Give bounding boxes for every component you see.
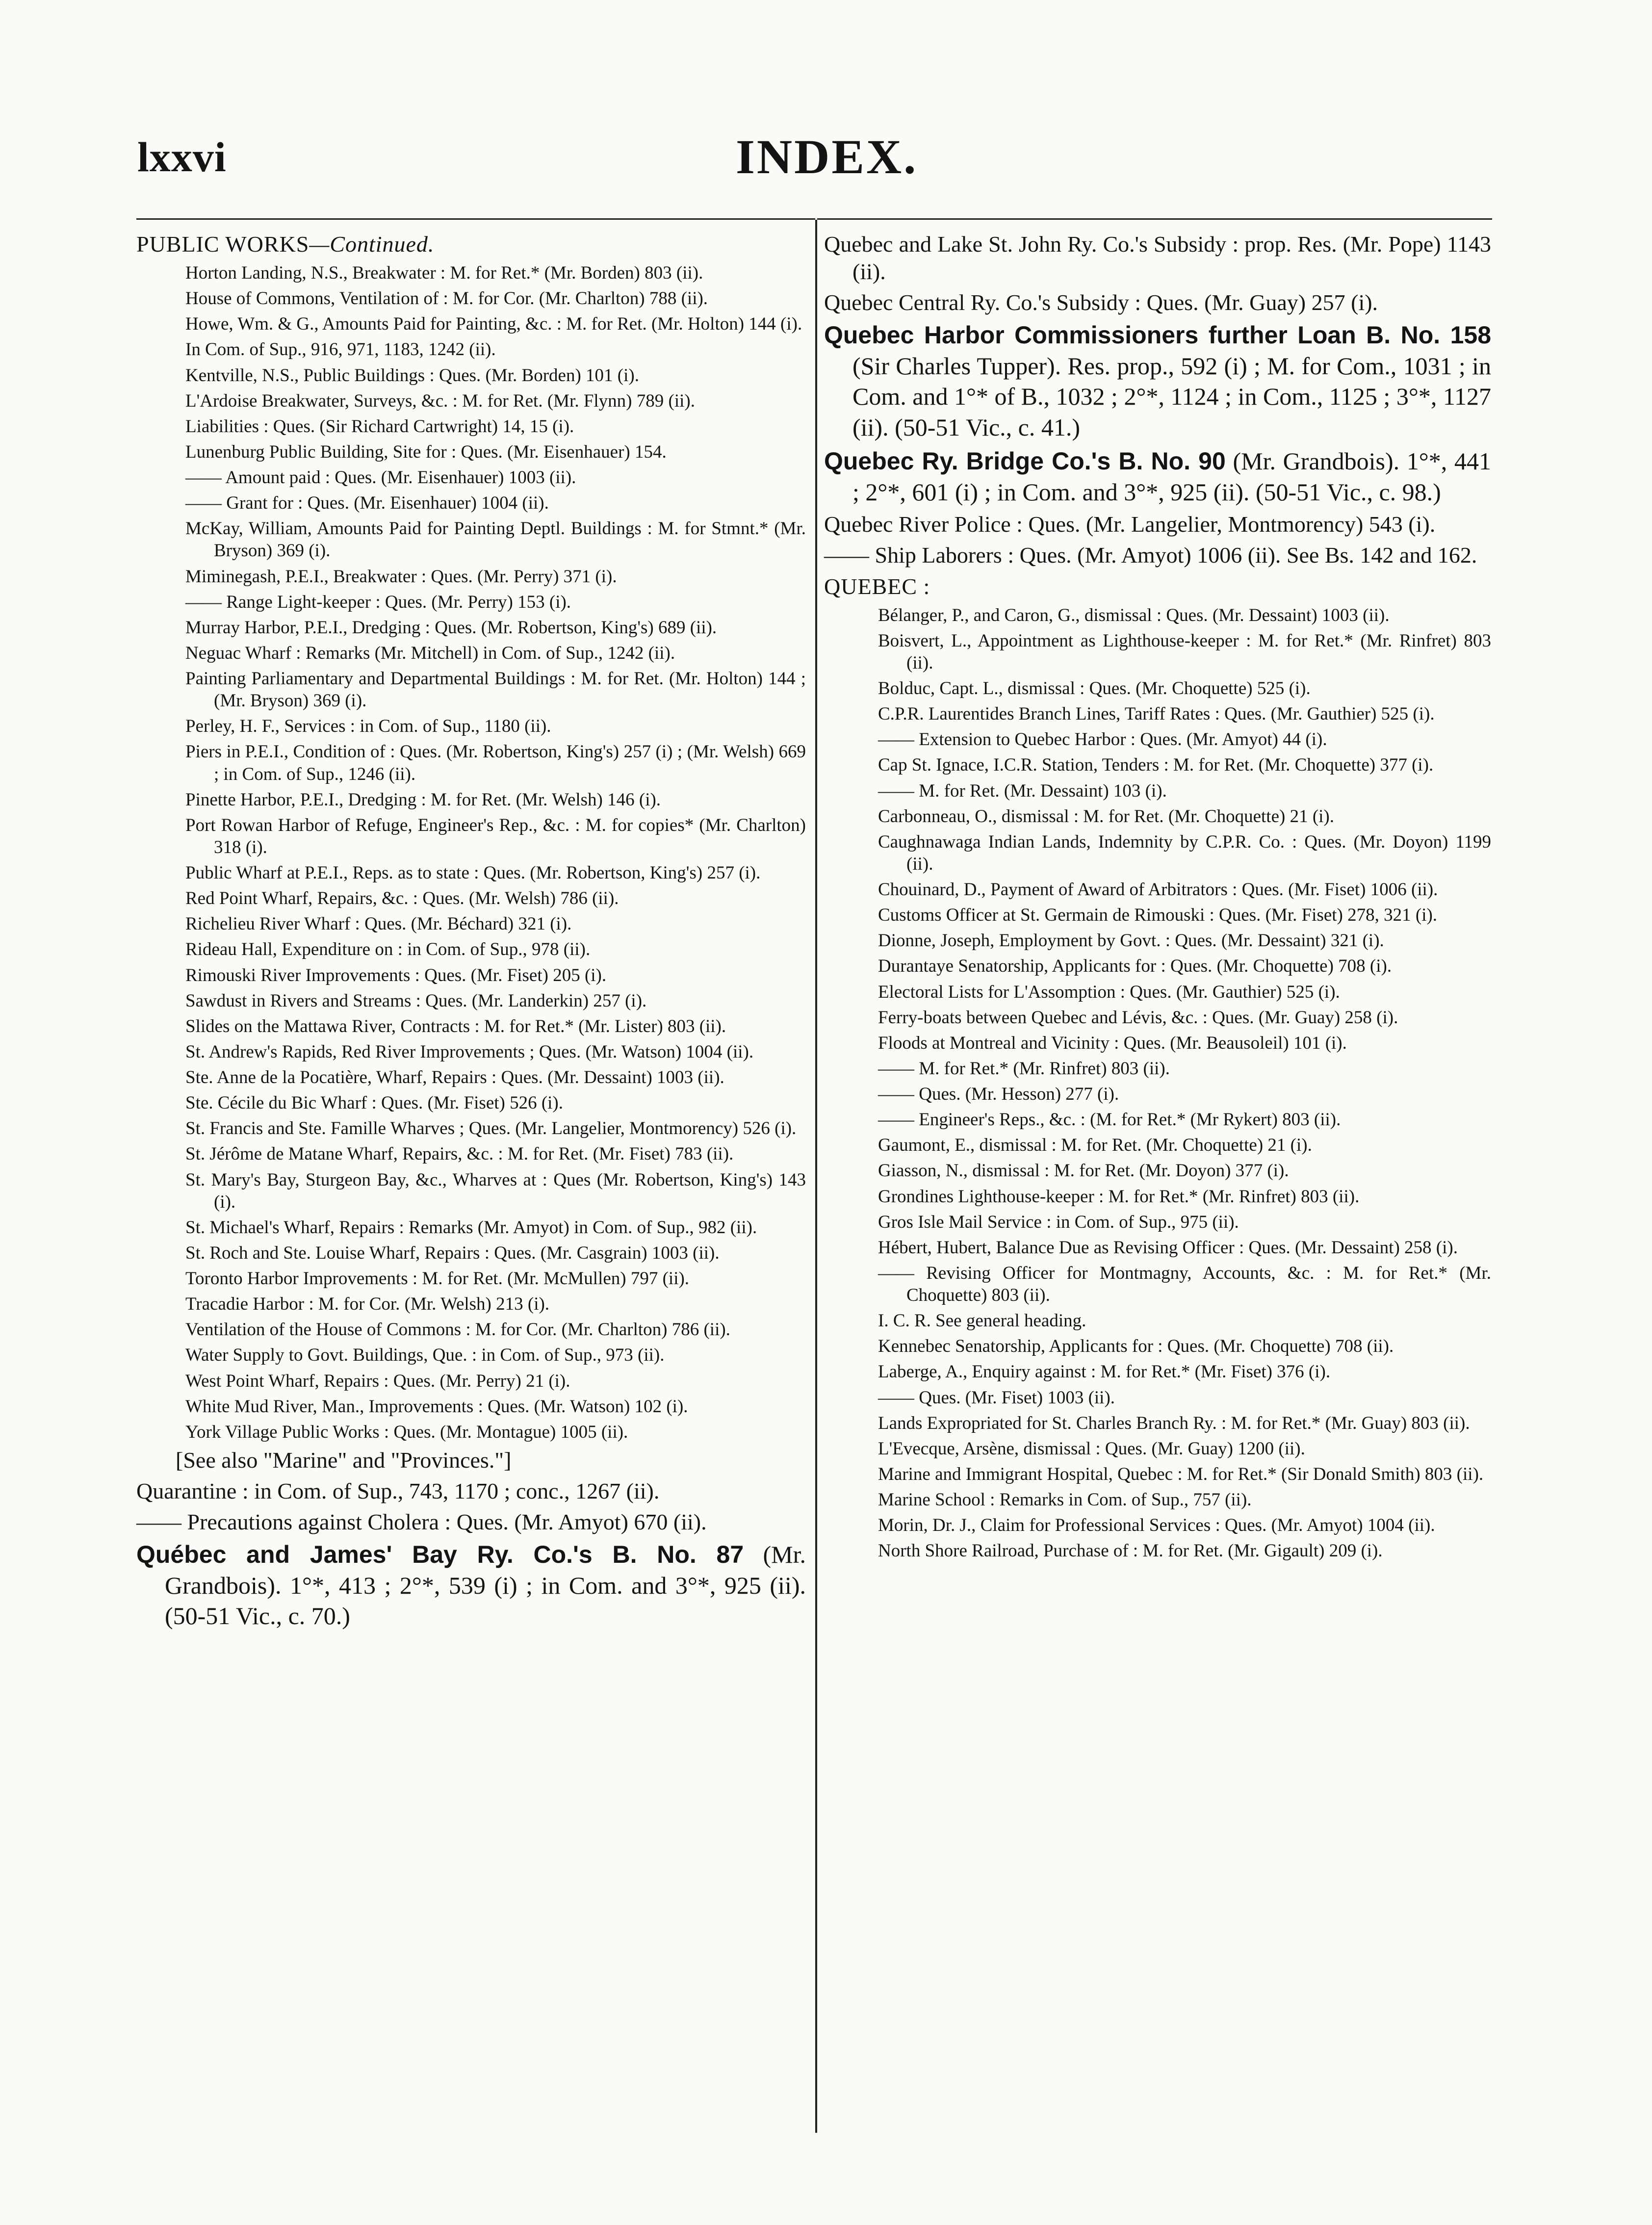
index-entry: St. Michael's Wharf, Repairs : Remarks (Mr. Amyot) in Com. of Sup., 982 (ii).	[185, 1217, 757, 1238]
index-entry: Floods at Montreal and Vicinity : Ques. (Mr. Beausoleil) 101 (i).	[878, 1033, 1347, 1053]
see-also-note: [See also "Marine" and "Provinces."]	[176, 1447, 512, 1473]
index-entry: Chouinard, D., Payment of Award of Arbitrators : Ques. (Mr. Fiset) 1006 (ii).	[878, 880, 1438, 900]
index-entry: —— Engineer's Reps., &c. : (M. for Ret.* (Mr Rykert) 803 (ii).	[878, 1110, 1341, 1130]
index-entry: Rimouski River Improvements : Ques. (Mr. Fiset) 205 (i).	[185, 965, 607, 985]
index-entry: Red Point Wharf, Repairs, &c. : Ques. (Mr. Welsh) 786 (ii).	[185, 888, 619, 909]
index-entry: Caughnawaga Indian Lands, Indemnity by C.P.R. Co. : Ques. (Mr. Doyon) 1199 (ii).	[878, 831, 1491, 874]
index-entry: Piers in P.E.I., Condition of : Ques. (Mr. Robertson, King's) 257 (i) ; (Mr. Welsh) 669 ; in Com. of Sup., 1246 (ii).	[185, 742, 806, 784]
page-title: INDEX.	[736, 129, 918, 184]
section-heading-text: PUBLIC WORKS	[136, 232, 310, 257]
index-entry: L'Evecque, Arsène, dismissal : Ques. (Mr. Guay) 1200 (ii).	[878, 1438, 1305, 1459]
index-entry: Horton Landing, N.S., Breakwater : M. for Ret.* (Mr. Borden) 803 (ii).	[185, 263, 703, 284]
index-entry: Bélanger, P., and Caron, G., dismissal : Ques. (Mr. Dessaint) 1003 (ii).	[878, 605, 1390, 625]
index-entry: C.P.R. Laurentides Branch Lines, Tariff Rates : Ques. (Mr. Gauthier) 525 (i).	[878, 704, 1435, 724]
index-entry: Laberge, A., Enquiry against : M. for Ret.* (Mr. Fiset) 376 (i).	[878, 1362, 1331, 1382]
index-entry: Gros Isle Mail Service : in Com. of Sup., 975 (ii).	[878, 1212, 1239, 1232]
index-entry: Tracadie Harbor : M. for Cor. (Mr. Welsh) 213 (i).	[185, 1294, 550, 1315]
index-entry: Toronto Harbor Improvements : M. for Ret. (Mr. McMullen) 797 (ii).	[185, 1268, 690, 1289]
index-entry: York Village Public Works : Ques. (Mr. Montague) 1005 (ii).	[185, 1422, 628, 1442]
header-rule-right	[817, 218, 1492, 220]
index-entry: Customs Officer at St. Germain de Rimouski : Ques. (Mr. Fiset) 278, 321 (i).	[878, 905, 1438, 926]
index-entry: Dionne, Joseph, Employment by Govt. : Ques. (Mr. Dessaint) 321 (i).	[878, 931, 1384, 951]
bill-details: (Mr. Grandbois). 1°*, 441 ; 2°*, 601 (i) ; in Com. and 3°*, 925 (ii). (50-51 Vic., c. 98.)	[852, 447, 1492, 506]
index-entry: Ste. Anne de la Pocatière, Wharf, Repairs : Ques. (Mr. Dessaint) 1003 (ii).	[185, 1067, 724, 1088]
index-entry: Murray Harbor, P.E.I., Dredging : Ques. (Mr. Robertson, King's) 689 (ii).	[185, 617, 717, 638]
index-entry: Morin, Dr. J., Claim for Professional Services : Ques. (Mr. Amyot) 1004 (ii).	[878, 1515, 1435, 1536]
index-entry: Bolduc, Capt. L., dismissal : Ques. (Mr. Choquette) 525 (i).	[878, 678, 1311, 699]
index-entry: Public Wharf at P.E.I., Reps. as to state : Ques. (Mr. Robertson, King's) 257 (i).	[185, 863, 761, 883]
bill-details: (Mr. Grandbois). 1°*, 413 ; 2°*, 539 (i) ; in Com. and 3°*, 925 (ii). (50-51 Vic., c. 70.)	[165, 1541, 806, 1630]
index-entry: Rideau Hall, Expenditure on : in Com. of Sup., 978 (ii).	[185, 939, 591, 960]
index-entry: Ferry-boats between Quebec and Lévis, &c. : Ques. (Mr. Guay) 258 (i).	[878, 1007, 1398, 1028]
section-continued: —Continued.	[309, 232, 435, 257]
page-number: lxxvi	[137, 133, 227, 181]
index-entry: —— Ques. (Mr. Hesson) 277 (i).	[878, 1084, 1119, 1105]
index-entry: Kennebec Senatorship, Applicants for : Ques. (Mr. Choquette) 708 (ii).	[878, 1336, 1394, 1357]
bill-name: Quebec Ry. Bridge Co.'s B. No. 90	[824, 447, 1226, 475]
index-entry: Kentville, N.S., Public Buildings : Ques. (Mr. Borden) 101 (i).	[185, 365, 639, 386]
index-entry: —— Ques. (Mr. Fiset) 1003 (ii).	[878, 1387, 1115, 1408]
left-entry-list	[136, 262, 806, 1443]
index-entry: Quebec Central Ry. Co.'s Subsidy : Ques. (Mr. Guay) 257 (i).	[824, 290, 1378, 315]
index-entry: St. Jérôme de Matane Wharf, Repairs, &c. : M. for Ret. (Mr. Fiset) 783 (ii).	[185, 1144, 734, 1164]
index-entry: Ventilation of the House of Commons : M. for Cor. (Mr. Charlton) 786 (ii).	[185, 1319, 730, 1340]
index-entry: Gaumont, E., dismissal : M. for Ret. (Mr. Choquette) 21 (i).	[878, 1135, 1312, 1156]
ship-laborers-entry: —— Ship Laborers : Ques. (Mr. Amyot) 1006 (ii). See Bs. 142 and 162.	[824, 543, 1477, 568]
index-entry: Electoral Lists for L'Assomption : Ques. (Mr. Gauthier) 525 (i).	[878, 982, 1340, 1002]
index-entry: Howe, Wm. & G., Amounts Paid for Painting, &c. : M. for Ret. (Mr. Holton) 144 (i).	[185, 314, 802, 335]
index-entry: North Shore Railroad, Purchase of : M. for Ret. (Mr. Gigault) 209 (i).	[878, 1541, 1383, 1561]
column-divider	[815, 220, 817, 2133]
index-entry: St. Francis and Ste. Famille Wharves ; Ques. (Mr. Langelier, Montmorency) 526 (i).	[185, 1118, 797, 1139]
index-entry: West Point Wharf, Repairs : Ques. (Mr. Perry) 21 (i).	[185, 1371, 570, 1391]
index-entry: Marine School : Remarks in Com. of Sup., 757 (ii).	[878, 1490, 1252, 1510]
index-entry: I. C. R. See general heading.	[878, 1311, 1086, 1331]
section-heading-quebec: QUEBEC :	[824, 573, 930, 599]
index-entry: Grondines Lighthouse-keeper : M. for Ret.* (Mr. Rinfret) 803 (ii).	[878, 1186, 1360, 1207]
index-entry: Port Rowan Harbor of Refuge, Engineer's Rep., &c. : M. for copies* (Mr. Charlton) 318 (i).	[185, 815, 806, 857]
river-police-entry: Quebec River Police : Ques. (Mr. Langelier, Montmorency) 543 (i).	[824, 512, 1436, 537]
bill-quebec-harbor	[824, 320, 1491, 442]
index-entry: L'Ardoise Breakwater, Surveys, &c. : M. for Ret. (Mr. Flynn) 789 (ii).	[185, 390, 695, 411]
index-entry: Boisvert, L., Appointment as Lighthouse-keeper : M. for Ret.* (Mr. Rinfret) 803 (ii).	[878, 630, 1491, 673]
index-entry: Durantaye Senatorship, Applicants for : Ques. (Mr. Choquette) 708 (i).	[878, 956, 1392, 977]
index-entry: In Com. of Sup., 916, 971, 1183, 1242 (ii).	[185, 339, 496, 360]
index-entry: —— Revising Officer for Montmagny, Accounts, &c. : M. for Ret.* (Mr. Choquette) 803 (ii).	[878, 1263, 1491, 1306]
section-heading-public-works	[136, 231, 806, 258]
index-entry: Painting Parliamentary and Departmental Buildings : M. for Ret. (Mr. Holton) 144 ; (Mr. Bryson) 369 (i).	[185, 669, 806, 711]
index-entry: Lunenburg Public Building, Site for : Ques. (Mr. Eisenhauer) 154.	[185, 441, 667, 462]
index-entry: St. Andrew's Rapids, Red River Improvements ; Ques. (Mr. Watson) 1004 (ii).	[185, 1041, 754, 1062]
quarantine-entry: Quarantine : in Com. of Sup., 743, 1170 ; conc., 1267 (ii).	[136, 1478, 660, 1504]
index-entry: —— Grant for : Ques. (Mr. Eisenhauer) 1004 (ii).	[185, 493, 549, 514]
index-entry: —— M. for Ret. (Mr. Dessaint) 103 (i).	[878, 780, 1167, 801]
precautions-entry: —— Precautions against Cholera : Ques. (Mr. Amyot) 670 (ii).	[136, 1509, 707, 1535]
header-rule-left	[136, 218, 815, 220]
index-entry: —— M. for Ret.* (Mr. Rinfret) 803 (ii).	[878, 1058, 1170, 1079]
index-entry: Hébert, Hubert, Balance Due as Revising Officer : Ques. (Mr. Dessaint) 258 (i).	[878, 1237, 1458, 1258]
index-entry: Pinette Harbor, P.E.I., Dredging : M. for Ret. (Mr. Welsh) 146 (i).	[185, 789, 661, 810]
bill-details: (Sir Charles Tupper). Res. prop., 592 (i) ; M. for Com., 1031 ; in Com. and 1°* of B., 1032 ; 2°*, 1124 ; in Com., 1125 ; 3°*, 1127 (ii). (50-51 Vic., c. 41.)	[852, 352, 1491, 441]
left-column	[136, 231, 806, 1635]
bill-quebec-james-bay	[136, 1539, 806, 1631]
index-entry: Cap St. Ignace, I.C.R. Station, Tenders : M. for Ret. (Mr. Choquette) 377 (i).	[878, 755, 1434, 776]
bill-name: Quebec Harbor Commissioners further Loan B. No. 158	[824, 321, 1491, 349]
index-entry: Sawdust in Rivers and Streams : Ques. (Mr. Landerkin) 257 (i).	[185, 990, 647, 1011]
index-entry: Miminegash, P.E.I., Breakwater : Ques. (Mr. Perry) 371 (i).	[185, 566, 617, 587]
index-entry: Ste. Cécile du Bic Wharf : Ques. (Mr. Fiset) 526 (i).	[185, 1093, 564, 1113]
bill-name: Québec and James' Bay Ry. Co.'s B. No. 87	[136, 1541, 744, 1569]
index-entry: Water Supply to Govt. Buildings, Que. : in Com. of Sup., 973 (ii).	[185, 1345, 665, 1366]
index-entry: Perley, H. F., Services : in Com. of Sup., 1180 (ii).	[185, 716, 551, 737]
right-column	[824, 231, 1491, 1565]
index-entry: Neguac Wharf : Remarks (Mr. Mitchell) in Com. of Sup., 1242 (ii).	[185, 643, 675, 663]
index-entry: Liabilities : Ques. (Sir Richard Cartwright) 14, 15 (i).	[185, 416, 574, 437]
index-entry: Slides on the Mattawa River, Contracts : M. for Ret.* (Mr. Lister) 803 (ii).	[185, 1016, 726, 1036]
index-entry: —— Amount paid : Ques. (Mr. Eisenhauer) 1003 (ii).	[185, 467, 576, 488]
index-entry: Giasson, N., dismissal : M. for Ret. (Mr. Doyon) 377 (i).	[878, 1161, 1289, 1181]
index-entry: St. Mary's Bay, Sturgeon Bay, &c., Wharves at : Ques (Mr. Robertson, King's) 143 (i).	[185, 1169, 806, 1212]
bill-quebec-bridge	[824, 446, 1491, 507]
index-entry: St. Roch and Ste. Louise Wharf, Repairs : Ques. (Mr. Casgrain) 1003 (ii).	[185, 1242, 720, 1263]
index-entry: —— Extension to Quebec Harbor : Ques. (Mr. Amyot) 44 (i).	[878, 729, 1327, 750]
index-entry: Quebec and Lake St. John Ry. Co.'s Subsidy : prop. Res. (Mr. Pope) 1143 (ii).	[824, 232, 1491, 285]
index-entry: McKay, William, Amounts Paid for Painting Deptl. Buildings : M. for Stmnt.* (Mr. Bryson) 369 (i).	[185, 518, 806, 561]
right-top-entries	[824, 231, 1491, 316]
right-entry-list	[824, 604, 1491, 1562]
index-entry: White Mud River, Man., Improvements : Ques. (Mr. Watson) 102 (i).	[185, 1396, 688, 1417]
index-entry: Carbonneau, O., dismissal : M. for Ret. (Mr. Choquette) 21 (i).	[878, 806, 1335, 827]
index-entry: Lands Expropriated for St. Charles Branch Ry. : M. for Ret.* (Mr. Guay) 803 (ii).	[878, 1413, 1470, 1433]
index-entry: Richelieu River Wharf : Ques. (Mr. Béchard) 321 (i).	[185, 914, 572, 934]
index-entry: House of Commons, Ventilation of : M. for Cor. (Mr. Charlton) 788 (ii).	[185, 288, 708, 309]
index-entry: Marine and Immigrant Hospital, Quebec : M. for Ret.* (Sir Donald Smith) 803 (ii).	[878, 1464, 1484, 1484]
index-entry: —— Range Light-keeper : Ques. (Mr. Perry) 153 (i).	[185, 592, 571, 612]
